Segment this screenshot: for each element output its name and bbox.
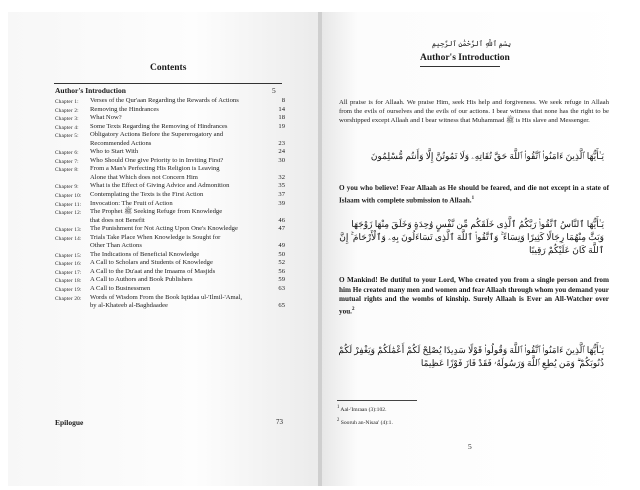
toc-entry	[55, 131, 285, 140]
toc-chapter-label: Chapter 2:	[55, 107, 79, 114]
toc-entry-title: Alone that Which does not Concern Him	[90, 173, 198, 181]
toc-entry-page: 46	[278, 216, 285, 224]
toc-entry-page: 8	[281, 97, 285, 104]
toc-epilogue: Epilogue	[55, 418, 84, 427]
toc-entry-title: Other Than Actions	[90, 242, 142, 250]
toc-entry-title: Removing the Hindrances	[90, 105, 159, 113]
toc-entry-page: 30	[278, 156, 285, 164]
toc-entry-title: A Call to Authors and Book Publishers	[90, 276, 193, 284]
toc-entry-title: Who Should One give Priority to in Inviting First?	[90, 156, 224, 164]
translation-2: O Mankind! Be dutiful to your Lord, Who created you from a single person and from him He created many men and women and fear Allaah through whom you demand your mutual rights and the wombs of kinship. Surely Allaah is Ever an All-Watcher over you.$^2$	[339, 276, 609, 316]
toc-entry-page: 39	[278, 199, 285, 207]
toc-entry-page: 19	[278, 122, 285, 130]
toc-entry-title: that does not Benefit	[90, 216, 145, 224]
toc-chapter-label: Chapter 19:	[55, 287, 82, 294]
toc-entry	[55, 225, 285, 234]
toc-entry-title: From a Man's Perfecting His Religion is Leaving	[90, 165, 220, 173]
toc-chapter-label: Chapter 8:	[55, 167, 79, 174]
toc-entry-title: A Call to the Du'aat and the Imaams of Masjids	[90, 267, 216, 275]
footnote-1: $^1$ Aal-'Imraan (3):102.	[337, 405, 387, 413]
contents-divider	[54, 83, 282, 84]
intro-title-underline	[420, 66, 500, 67]
footnote-marker-2: 2	[351, 306, 355, 312]
toc-entry	[55, 285, 285, 294]
intro-paragraph: All praise is for Allaah. We praise Him, seek His help and forgiveness. We seek refuge in Allaah from the evils of ourselves and the evils of our actions. I bear witness that none has the right to be worshipped except Allaah and I bear witness that Muhammad ﷺ is His slave and Messenger.	[339, 99, 609, 124]
page-number: 5	[468, 442, 472, 451]
toc-entry-page: 59	[278, 276, 285, 284]
toc-entry-title: Recommended Actions	[90, 139, 152, 147]
toc-entry	[55, 294, 285, 303]
toc-entry-page: 52	[278, 259, 285, 267]
toc-entry-title: The Punishment for Not Acting Upon One's Knowledge	[90, 225, 238, 233]
toc-entry-page: 32	[278, 173, 285, 181]
toc-entry	[55, 276, 285, 285]
toc-entry-page: 56	[278, 267, 285, 275]
ayah-2: يَـٰأَيُّهَا ٱلنَّاسُ ٱتَّقُوا۟ رَبَّكُمُ ٱلَّذِى خَلَقَكُم مِّن نَّفْسٍ وَٰحِدَةٍ وَخَلَقَ مِنْهَا زَوْجَهَا وَبَثَّ مِنْهُمَا رِجَالًا كَثِيرًا وَنِسَاءً ۚ وَٱتَّقُوا۟ ٱللَّهَ ٱلَّذِى تَسَاءَلُونَ بِهِۦ وَٱلْأَرْحَامَ ۚ إِنَّ ٱللَّهَ كَانَ عَلَيْكُمْ رَقِيبًا	[339, 219, 604, 255]
toc-entry	[55, 182, 285, 191]
toc-entry-title: Words of Wisdom From the Book Iqtidaa ul-'Ilmil-'Amal,	[90, 293, 242, 301]
toc-entry-title: Contemplating the Texts is the First Action	[90, 191, 204, 199]
toc-chapter-label: Chapter 5:	[55, 133, 79, 140]
toc-chapter-label: Chapter 14:	[55, 235, 82, 242]
toc-entry	[55, 123, 285, 132]
toc-entry-title: The Indications of Beneficial Knowledge	[90, 250, 200, 258]
toc-entry	[55, 259, 285, 268]
toc-chapter-label: Chapter 10:	[55, 193, 82, 200]
toc-entry	[55, 148, 285, 157]
toc-entry	[55, 242, 285, 251]
toc-entry	[55, 268, 285, 277]
toc-chapter-label: Chapter 9:	[55, 184, 79, 191]
toc-entry-title: What is the Effect of Giving Advice and Admonition	[90, 182, 230, 190]
basmala-calligraphy: بِسْمِ ٱللَّهِ ٱلرَّحْمَٰنِ ٱلرَّحِيمِ	[432, 40, 512, 48]
toc-entry	[55, 208, 285, 217]
toc-entry-page: 24	[278, 148, 285, 156]
toc-entry-page: 23	[278, 139, 285, 147]
toc-chapter-label: Chapter 1:	[55, 99, 79, 105]
toc-entry-page: 14	[278, 105, 285, 113]
toc-entry-title: The Prophet ﷺ Seeking Refuge from Knowledge	[90, 208, 223, 216]
toc-entry-page: 49	[278, 242, 285, 250]
toc-chapter-label: Chapter 11:	[55, 201, 82, 208]
toc-entry-title: Invocation: The Fruit of Action	[90, 199, 173, 207]
toc-entry-page: 35	[278, 182, 285, 190]
toc-entry-page: 37	[278, 191, 285, 199]
toc-entry-title: Trials Take Place When Knowledge is Sought for	[90, 233, 221, 241]
toc-entry-title: A Call to Businessmen	[90, 285, 151, 293]
toc-epilogue-page: 73	[276, 418, 283, 426]
translation-1: O you who believe! Fear Allaah as He should be feared, and die not except in a state of Islaam with complete submission to Allaah.$^1$	[339, 184, 609, 204]
toc-entry-title: A Call to Scholars and Students of Knowledge	[90, 259, 213, 267]
toc-chapter-label: Chapter 17:	[55, 269, 82, 276]
intro-title: Author's Introduction	[420, 53, 510, 63]
toc-chapter-label: Chapter 12:	[55, 210, 82, 217]
toc-entry-title: by al-Khateeb al-Baghdaadee	[90, 302, 168, 310]
toc-heading-page: 5	[272, 86, 276, 95]
toc-heading: Author's Introduction	[55, 86, 126, 95]
book-gutter	[318, 12, 322, 486]
toc-entry	[55, 174, 285, 183]
toc-entry	[55, 140, 285, 149]
toc-chapter-label: Chapter 4:	[55, 124, 79, 131]
toc-entry-title: What Now?	[90, 114, 122, 122]
toc-chapter-label: Chapter 18:	[55, 278, 82, 285]
footnote-divider	[337, 400, 417, 401]
toc-list	[55, 97, 285, 311]
toc-entry-page: 50	[278, 250, 285, 258]
toc-entry-title: Who to Start With	[90, 148, 139, 156]
toc-entry	[55, 165, 285, 174]
toc-entry-page: 47	[278, 225, 285, 233]
toc-entry	[55, 157, 285, 166]
toc-chapter-label: Chapter 6:	[55, 150, 79, 157]
toc-entry	[55, 97, 285, 106]
toc-entry	[55, 114, 285, 123]
toc-entry	[55, 251, 285, 260]
toc-chapter-label: Chapter 3:	[55, 116, 79, 123]
toc-chapter-label: Chapter 13:	[55, 227, 82, 234]
toc-entry	[55, 234, 285, 243]
toc-entry	[55, 217, 285, 226]
toc-entry	[55, 106, 285, 115]
toc-chapter-label: Chapter 16:	[55, 261, 82, 268]
toc-entry-title: Obligatory Actions Before the Supererogatory and	[90, 131, 224, 139]
toc-chapter-label: Chapter 20:	[55, 295, 82, 302]
toc-entry-page: 65	[278, 302, 285, 310]
footnote-2: $^2$ Sooruh an-Nisaa' (4):1.	[337, 418, 393, 426]
toc-chapter-label: Chapter 7:	[55, 158, 79, 165]
toc-entry-title: Verses of the Qur'aan Regarding the Rewards of Actions	[90, 97, 239, 104]
footnote-marker-1: 1	[471, 195, 475, 201]
toc-entry-page: 18	[278, 114, 285, 122]
toc-entry-page: 63	[278, 285, 285, 293]
toc-chapter-label: Chapter 15:	[55, 252, 82, 259]
toc-entry	[55, 302, 285, 311]
ayah-1: يَـٰأَيُّهَا ٱلَّذِينَ ءَامَنُوا۟ ٱتَّقُوا۟ ٱللَّهَ حَقَّ تُقَاتِهِۦ وَلَا تَمُوتُنَّ إِلَّا وَأَنتُم مُّسْلِمُونَ	[370, 151, 604, 161]
contents-title: Contents	[150, 63, 187, 73]
toc-entry	[55, 200, 285, 209]
ayah-3: يَـٰأَيُّهَا ٱلَّذِينَ ءَامَنُوا۟ ٱتَّقُوا۟ ٱللَّهَ وَقُولُوا۟ قَوْلًا سَدِيدًا يُصْلِحْ لَكُمْ أَعْمَٰلَكُمْ وَيَغْفِرْ لَكُمْ ذُنُوبَكُمْ ۗ وَمَن يُطِعِ ٱللَّهَ وَرَسُولَهُۥ فَقَدْ فَازَ فَوْزًا عَظِيمًا	[338, 345, 604, 368]
toc-entry	[55, 191, 285, 200]
toc-entry-title: Some Texts Regarding the Removing of Hindrances	[90, 122, 228, 130]
